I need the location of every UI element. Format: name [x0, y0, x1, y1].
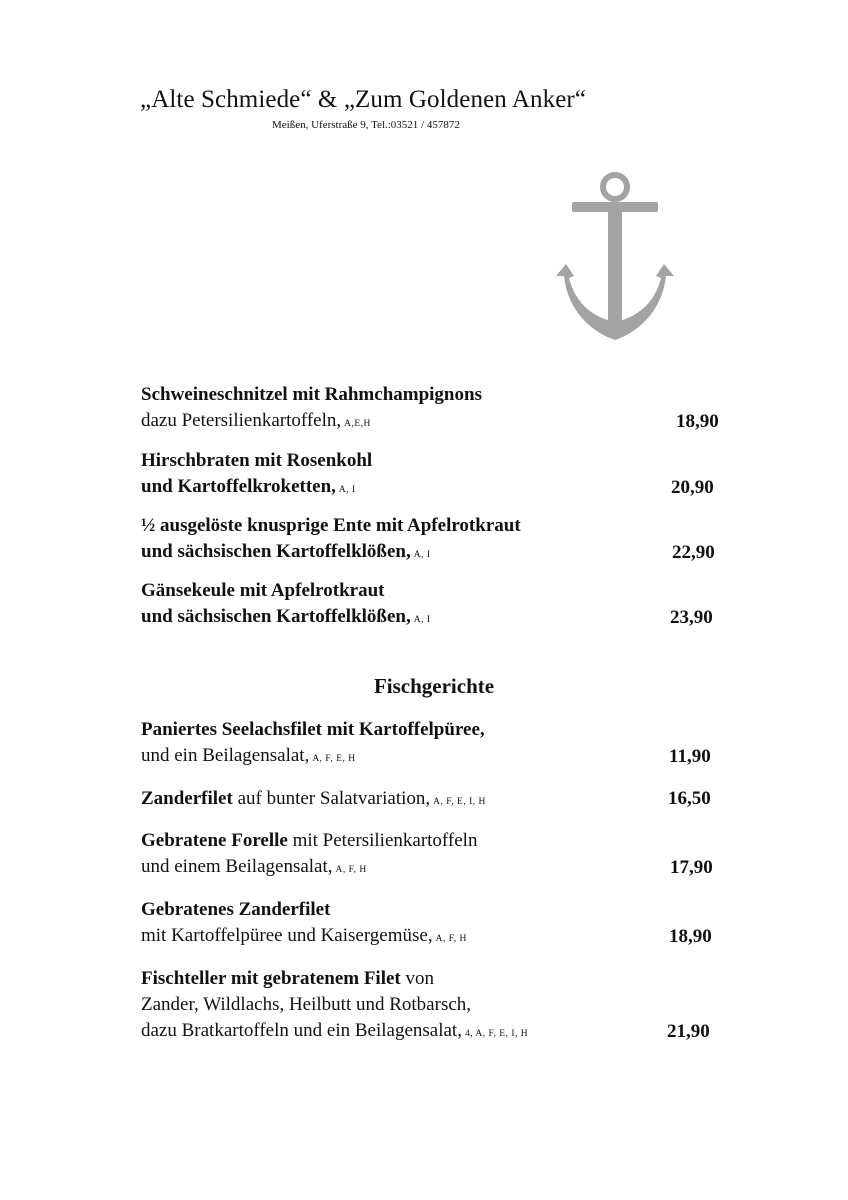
dish-title: Gebratenes Zanderfilet — [141, 899, 331, 920]
dish-description: mit Kartoffelpüree und Kaisergemüse, — [141, 925, 433, 946]
dish-description: dazu Petersilienkartoffeln, — [141, 410, 342, 431]
allergen-codes: A,E,H — [344, 419, 371, 429]
dish-description: und einem Beilagensalat, — [141, 856, 333, 877]
menu-item-hirschbraten — [141, 448, 731, 503]
dish-description: und ein Beilagensalat, — [141, 745, 310, 766]
dish-description: und sächsischen Kartoffelklößen, — [141, 541, 411, 562]
dish-description: Zander, Wildlachs, Heilbutt und Rotbarsch, — [141, 994, 472, 1015]
allergen-codes: A, F, E, I, H — [433, 797, 486, 807]
dish-title: Zanderfilet — [141, 788, 233, 809]
allergen-codes: 4, A, F, E, I, H — [464, 1029, 529, 1039]
menu-item-ente — [141, 513, 731, 568]
price: 11,90 — [669, 746, 711, 767]
allergen-codes: A, I — [338, 485, 356, 495]
anchor-icon — [552, 168, 686, 342]
price: 22,90 — [672, 542, 715, 563]
price: 16,50 — [668, 788, 711, 809]
dish-title: Fischteller mit gebratenem Filet — [141, 968, 401, 989]
dish-description: mit Petersilienkartoffeln — [287, 830, 478, 851]
price: 23,90 — [670, 607, 713, 628]
menu-item-forelle — [141, 828, 731, 883]
price: 20,90 — [671, 477, 714, 498]
menu-item-zanderfilet — [141, 786, 731, 815]
menu-item-gaensekeule — [141, 578, 731, 633]
dish-description: dazu Bratkartoffeln und ein Beilagensalat, — [141, 1020, 462, 1041]
allergen-codes: A, I — [413, 615, 431, 625]
menu-item-fischteller — [141, 966, 731, 1047]
restaurant-title: „Alte Schmiede“ & „Zum Goldenen Anker“ — [140, 86, 587, 113]
section-heading-fischgerichte: Fischgerichte — [373, 674, 495, 698]
dish-title: Gänsekeule mit Apfelrotkraut — [141, 580, 385, 601]
dish-description: und sächsischen Kartoffelklößen, — [141, 606, 411, 627]
allergen-codes: A, F, H — [435, 934, 467, 944]
menu-item-seelachsfilet — [141, 717, 731, 772]
price: 18,90 — [669, 926, 712, 947]
price: 17,90 — [670, 857, 713, 878]
dish-title: ½ ausgelöste knusprige Ente mit Apfelrotkraut — [141, 515, 521, 536]
allergen-codes: A, I — [413, 550, 431, 560]
dish-title: Gebratene Forelle — [141, 830, 288, 851]
price: 18,90 — [676, 411, 719, 432]
dish-title: Paniertes Seelachsfilet mit Kartoffelpüree, — [141, 719, 485, 740]
menu-item-schweineschnitzel — [141, 382, 731, 437]
dish-description: und Kartoffelkroketten, — [141, 476, 336, 497]
dish-title: Schweineschnitzel mit Rahmchampignons — [141, 384, 482, 405]
price: 21,90 — [667, 1021, 710, 1042]
allergen-codes: A, F, H — [335, 865, 367, 875]
restaurant-address: Meißen, Uferstraße 9, Tel.:03521 / 457872 — [272, 119, 460, 131]
allergen-codes: A, F, E, H — [312, 754, 356, 764]
dish-description: von — [400, 968, 434, 989]
dish-title: Hirschbraten mit Rosenkohl — [141, 450, 373, 471]
menu-item-gebratenes-zanderfilet — [141, 897, 731, 952]
dish-description: auf bunter Salatvariation, — [232, 788, 431, 809]
